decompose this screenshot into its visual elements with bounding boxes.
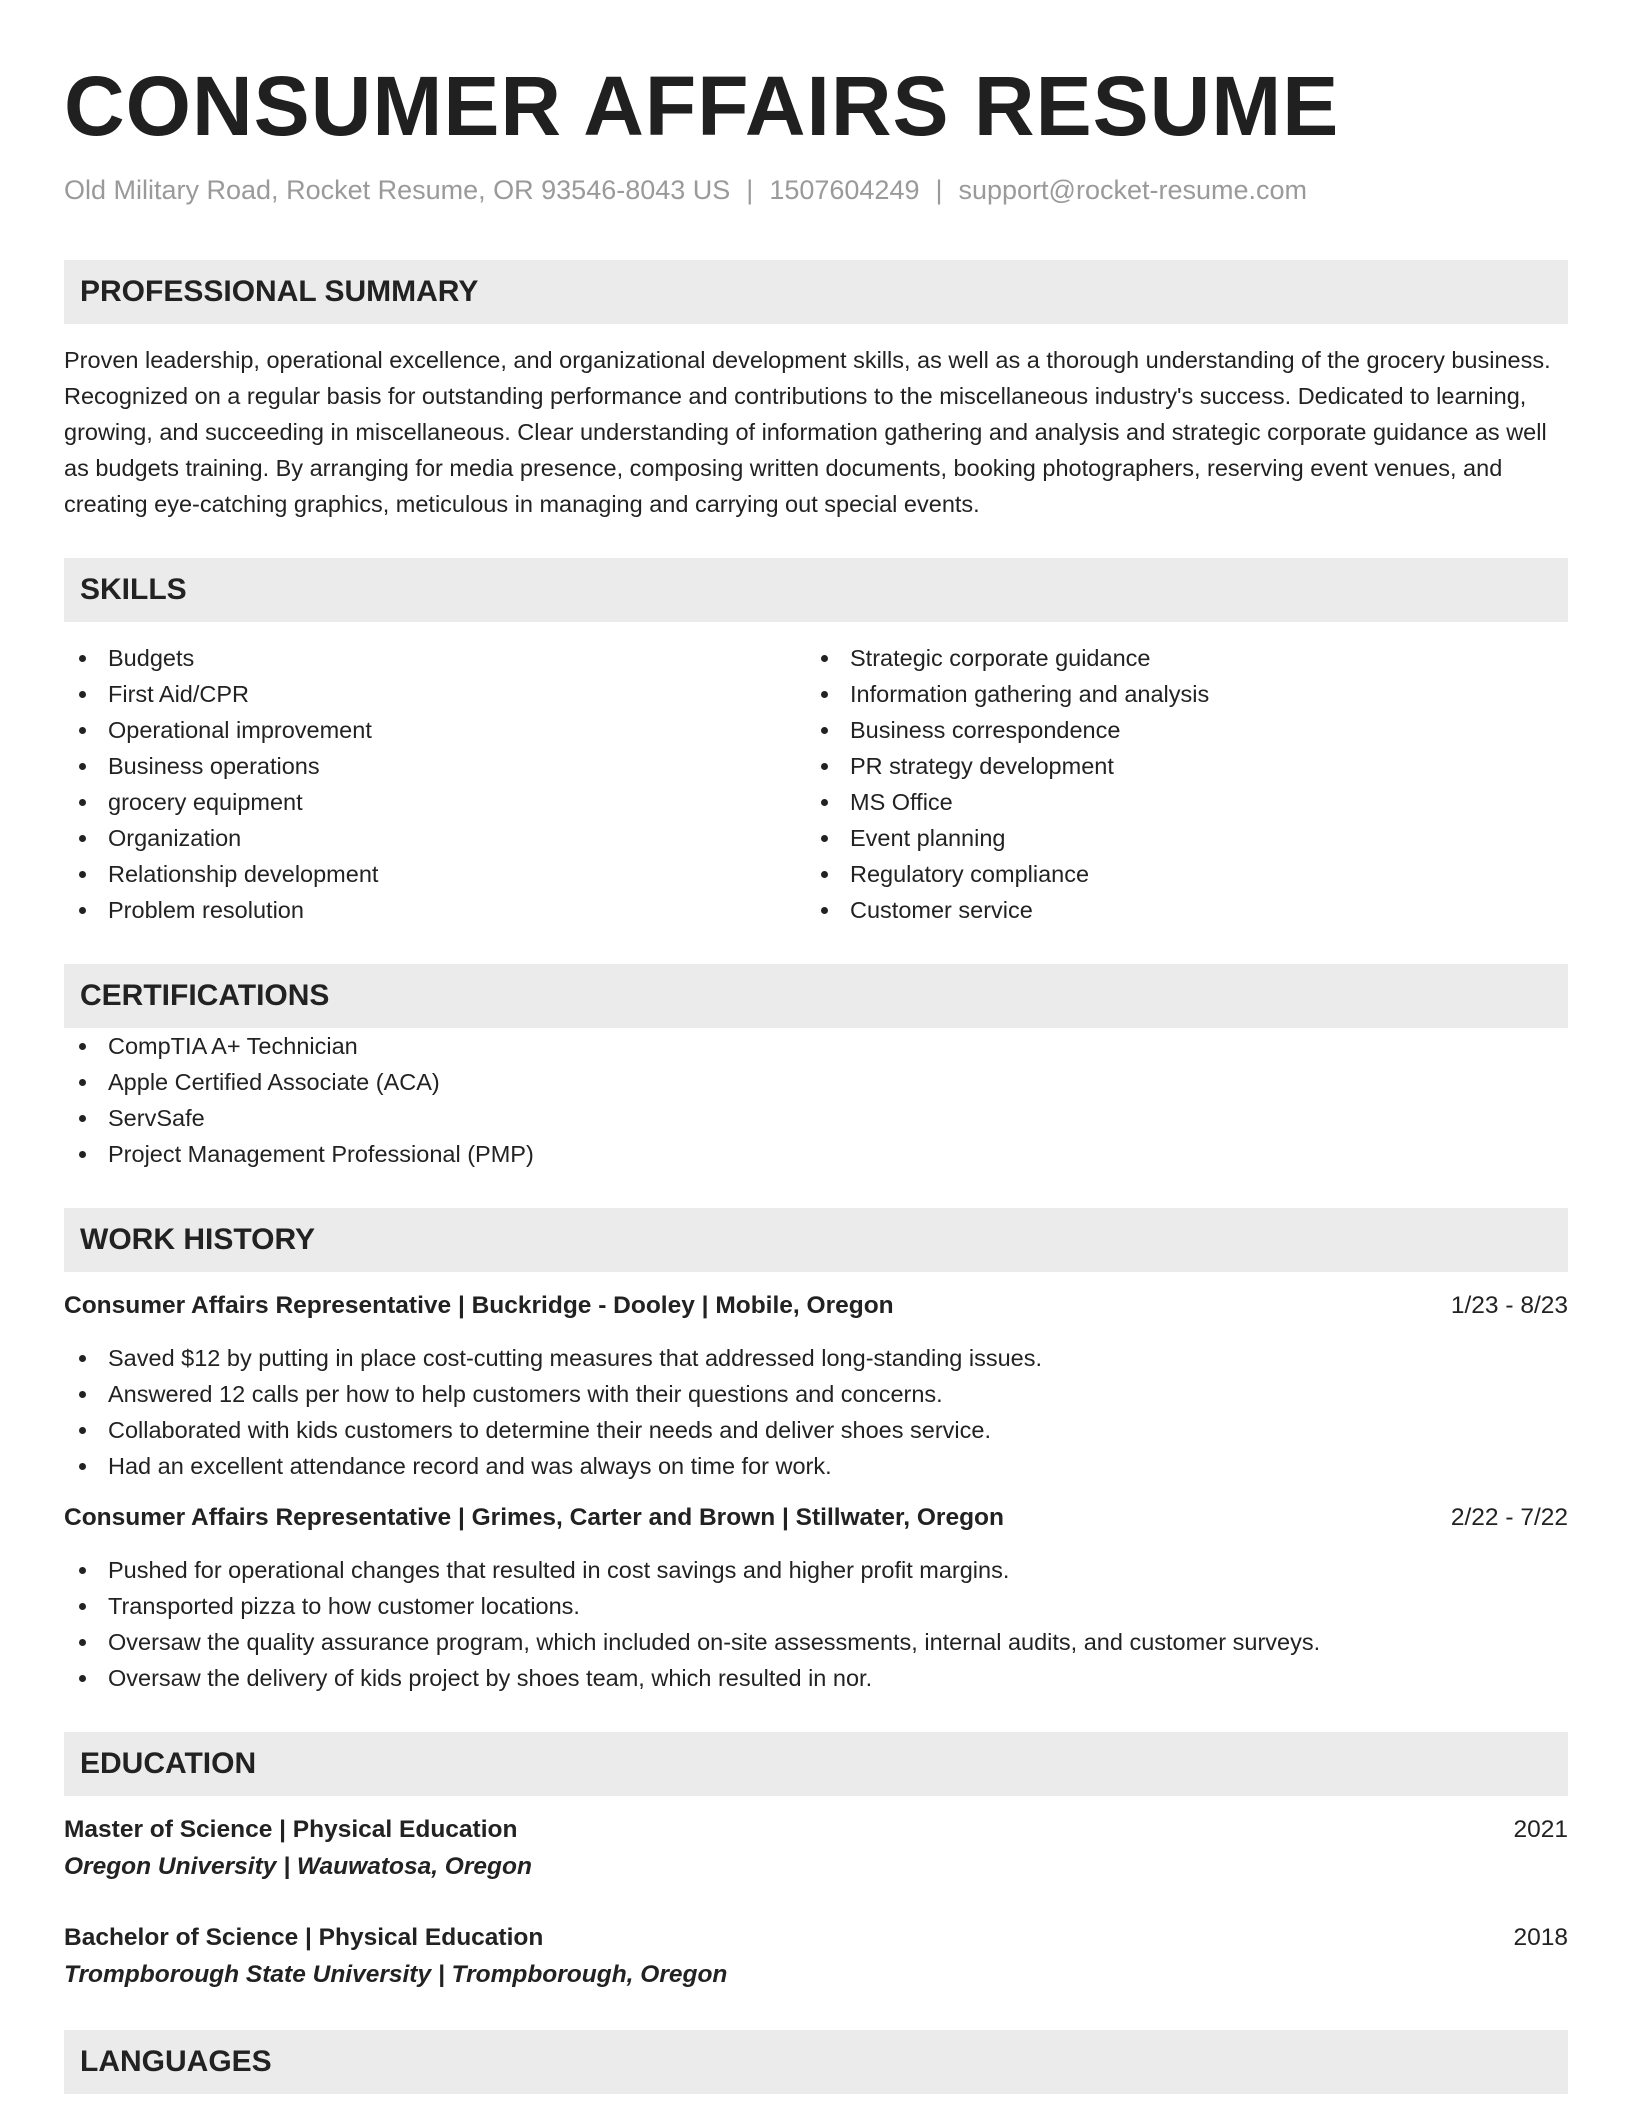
certification-item: CompTIA A+ Technician xyxy=(64,1028,1568,1064)
contact-phone: 1507604249 xyxy=(769,175,920,205)
skill-item: Business correspondence xyxy=(806,712,1548,748)
section-heading-summary: PROFESSIONAL SUMMARY xyxy=(64,260,1568,324)
skill-item: Organization xyxy=(64,820,806,856)
skill-item: grocery equipment xyxy=(64,784,806,820)
education-school: Oregon University | Wauwatosa, Oregon xyxy=(64,1853,532,1880)
job-bullet: Answered 12 calls per how to help customers with their questions and concerns. xyxy=(64,1376,1568,1412)
resume-title: CONSUMER AFFAIRS RESUME xyxy=(64,59,1340,153)
job-entry xyxy=(64,1288,1568,1484)
education-year: 2018 xyxy=(1513,1924,1568,1951)
skill-item: Relationship development xyxy=(64,856,806,892)
section-heading-certifications: CERTIFICATIONS xyxy=(64,964,1568,1028)
certification-item: Project Management Professional (PMP) xyxy=(64,1136,1568,1172)
skill-item: Operational improvement xyxy=(64,712,806,748)
job-bullet: Oversaw the quality assurance program, which included on-site assessments, internal audits, and customer surveys. xyxy=(64,1624,1568,1660)
education-header xyxy=(64,1920,1568,1956)
contact-address: Old Military Road, Rocket Resume, OR 93546-8043 US xyxy=(64,175,731,205)
section-heading-skills: SKILLS xyxy=(64,558,1568,622)
job-bullet: Collaborated with kids customers to determine their needs and deliver shoes service. xyxy=(64,1412,1568,1448)
job-dates: 2/22 - 7/22 xyxy=(1450,1504,1568,1531)
skills-column-right xyxy=(806,640,1548,928)
skill-item: PR strategy development xyxy=(806,748,1548,784)
skill-item: Business operations xyxy=(64,748,806,784)
job-title: Consumer Affairs Representative | Grimes, Carter and Brown | Stillwater, Oregon xyxy=(64,1504,1004,1531)
contact-separator: | xyxy=(746,175,754,205)
education-school: Trompborough State University | Trompborough, Oregon xyxy=(64,1961,728,1988)
section-heading-work-history: WORK HISTORY xyxy=(64,1208,1568,1272)
skill-item: Regulatory compliance xyxy=(806,856,1548,892)
contact-line xyxy=(64,170,1568,210)
skill-item: Budgets xyxy=(64,640,806,676)
skill-item: Strategic corporate guidance xyxy=(806,640,1548,676)
education-entry xyxy=(64,1812,1568,1886)
education-year: 2021 xyxy=(1513,1816,1568,1843)
skill-item: First Aid/CPR xyxy=(64,676,806,712)
skill-item: Information gathering and analysis xyxy=(806,676,1548,712)
job-bullet: Oversaw the delivery of kids project by shoes team, which resulted in nor. xyxy=(64,1660,1568,1696)
education-degree: Master of Science | Physical Education xyxy=(64,1816,518,1843)
job-header xyxy=(64,1500,1568,1536)
job-bullet: Saved $12 by putting in place cost-cutting measures that addressed long-standing issues. xyxy=(64,1340,1568,1376)
job-header xyxy=(64,1288,1568,1324)
certifications-list xyxy=(64,1028,1568,1172)
contact-email: support@rocket-resume.com xyxy=(958,175,1308,205)
skills-column-left xyxy=(64,640,806,928)
contact-separator: | xyxy=(935,175,943,205)
certification-item: ServSafe xyxy=(64,1100,1568,1136)
job-bullet: Pushed for operational changes that resulted in cost savings and higher profit margins. xyxy=(64,1552,1568,1588)
job-bullets xyxy=(64,1340,1568,1484)
skill-item: Customer service xyxy=(806,892,1548,928)
certification-item: Apple Certified Associate (ACA) xyxy=(64,1064,1568,1100)
summary-text: Proven leadership, operational excellence, and organizational development skills, as well as a thorough understanding of the grocery business. Recognized on a regular basis for outstanding performance and contributions to the miscellaneous industry's success. Dedicated to learning, growing, and succeeding in miscellaneous. Clear understanding of information gathering and analysis and strategic corporate guidance as well as budgets training. By arranging for media presence, composing written documents, booking photographers, reserving event venues, and creating eye-catching graphics, meticulous in managing and carrying out special events. xyxy=(64,347,1551,517)
skill-item: Event planning xyxy=(806,820,1548,856)
education-header xyxy=(64,1812,1568,1848)
job-entry xyxy=(64,1500,1568,1696)
skills-list xyxy=(64,640,1568,928)
section-heading-languages: LANGUAGES xyxy=(64,2030,1568,2094)
job-title: Consumer Affairs Representative | Buckridge - Dooley | Mobile, Oregon xyxy=(64,1292,894,1319)
job-bullet: Had an excellent attendance record and was always on time for work. xyxy=(64,1448,1568,1484)
skill-item: MS Office xyxy=(806,784,1548,820)
education-entry xyxy=(64,1920,1568,1994)
section-heading-education: EDUCATION xyxy=(64,1732,1568,1796)
job-bullet: Transported pizza to how customer locations. xyxy=(64,1588,1568,1624)
job-dates: 1/23 - 8/23 xyxy=(1450,1292,1568,1319)
education-degree: Bachelor of Science | Physical Education xyxy=(64,1924,544,1951)
skill-item: Problem resolution xyxy=(64,892,806,928)
job-bullets xyxy=(64,1552,1568,1696)
